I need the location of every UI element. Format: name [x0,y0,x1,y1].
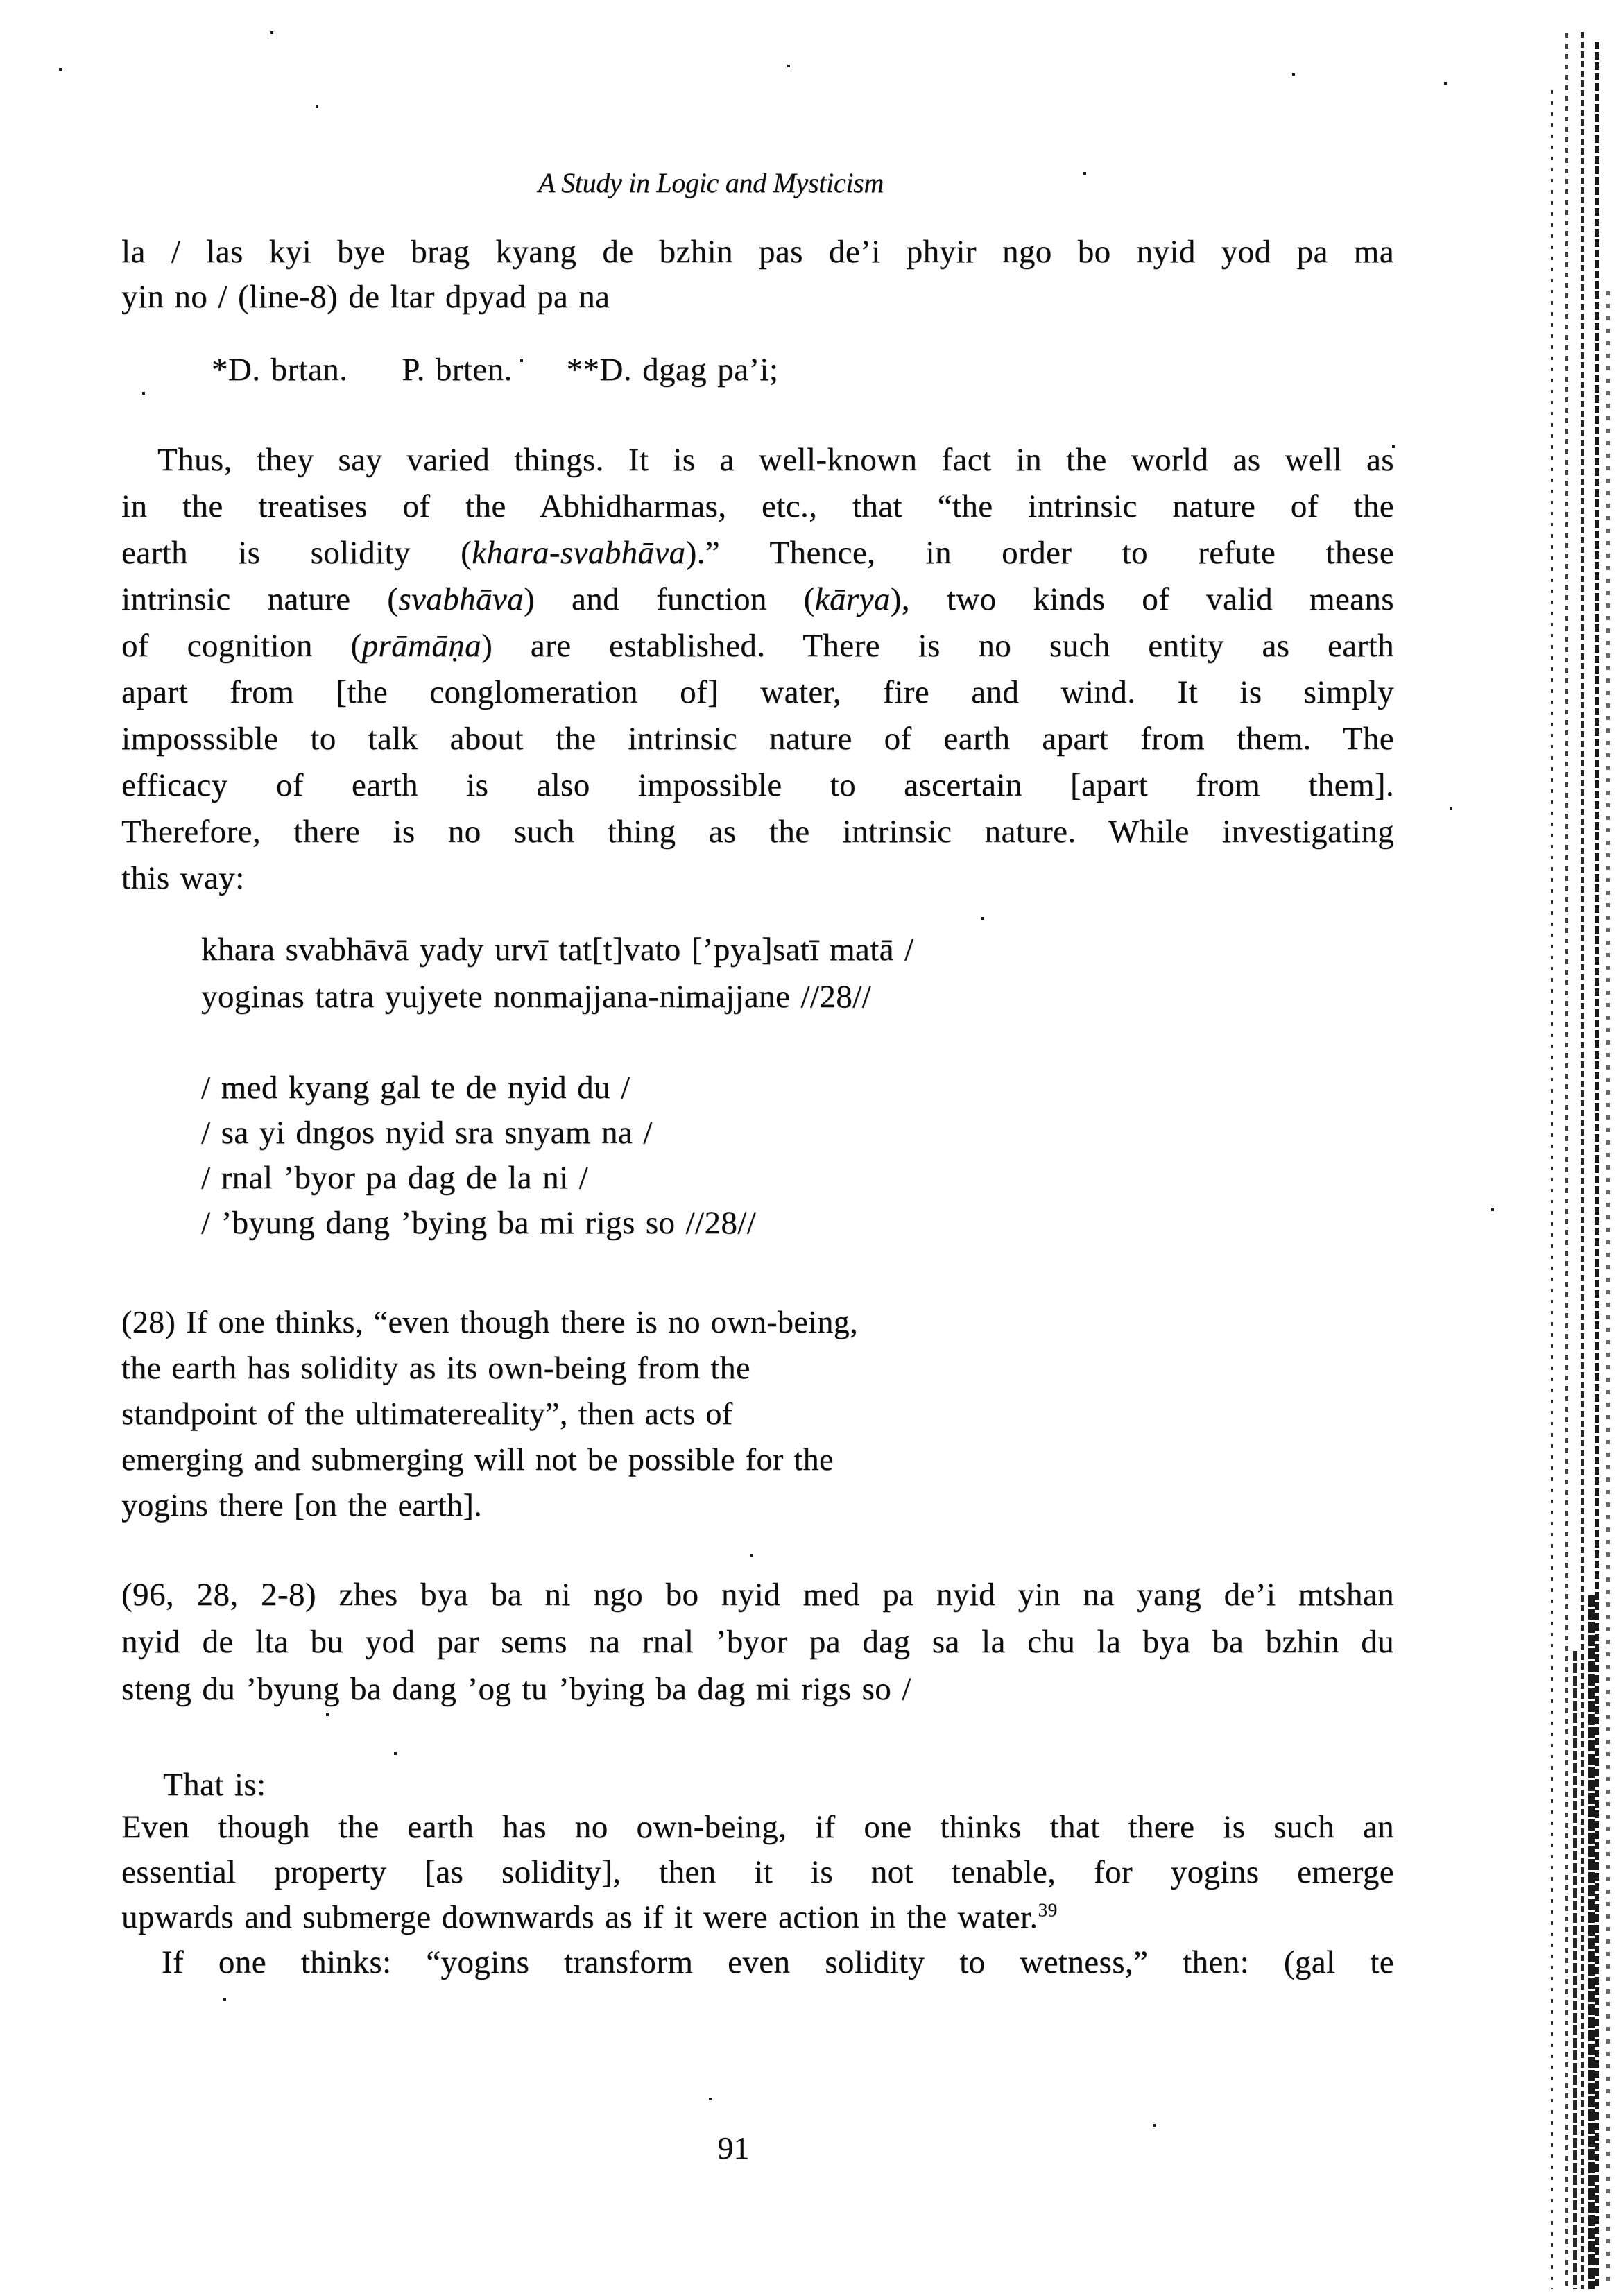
commentary-paragraph: Thus, they say varied things. It is a well-known fact in the world as well as in the treatises of the Abhidharmas, etc., that “the intrinsic nature of the earth is solidity (khara-svabhāva).” Thence, in order to refute these intrinsic nature (svabhāva) and function (kārya), two kinds of valid means of cognition (prāmāṇa) are established. There is no such entity as earth apart from [the conglomeration of] water, fire and wind. It is simply imposssible to talk about the intrinsic nature of earth apart from them. The efficacy of earth is also impossible to ascertain [apart from them]. Therefore, there is no such thing as the intrinsic nature. While investigating this way: [121,442,1394,896]
scanner-noise-specks [59,68,62,71]
closing-paragraph: Even though the earth has no own-being, if one thinks that there is such an essential property [as solidity], then it is not tenable, for yogins emerge upwards and submerge downwards as if it were action in the water.$^{39}$ If one thinks: “yogins transform even solidity to wetness,” then: (gal te [121,1809,1394,1980]
page-number: 91 [717,2130,750,2166]
variant-reading-note [212,347,1391,393]
tibetan-intro-paragraph: la / las kyi bye brag kyang de bzhin pas de’i phyir ngo bo nyid yod pa ma yin no / (line-8) de ltar dpyad pa na [121,234,1394,315]
variant-reading-1: *D. brtan. [212,352,348,388]
binding-scan-artifact [1573,1651,1577,2289]
binding-scan-artifact [1581,32,1584,2289]
verse-28-translation: (28) If one thinks, “even though there is no own-being, the earth has solidity as its own-being from the standpoint of the ultimatereality”, then acts of emerging and submerging will not be possible for the yogins there [on the earth]. [121,1304,859,1523]
tibetan-verse-28: / med kyang gal te de nyid du / / sa yi dngos nyid sra snyam na / / rnal ’byor pa dag de la ni / / ’byung dang ’bying ba mi rigs so //28// [201,1070,757,1241]
running-header: A Study in Logic and Mysticism [538,167,884,198]
tibetan-commentary-paragraph: (96, 28, 2-8) zhes bya ba ni ngo bo nyid med pa nyid yin na yang de’i mtshan nyid de lta bu yod par sems na rnal ’byor pa dag sa la chu la bya ba bzhin du steng du ’byung ba dang ’og tu ’bying ba dag mi rigs so / [121,1577,1394,1707]
sanskrit-verse-28: khara svabhāvā yady urvī tat[t]vato [’pya]satī matā / yoginas tatra yujyete nonmajjana-nimajjane //28// [201,932,914,1015]
binding-scan-artifact [1565,33,1568,2289]
binding-scan-artifact [1551,90,1553,2289]
variant-reading-3: **D. dgag pa’i; [566,352,779,388]
variant-reading-2: P. brten. [402,352,513,388]
binding-scan-artifact [1606,291,1610,2289]
binding-scan-artifact [1588,1595,1595,2289]
binding-scan-artifact [1595,42,1599,2289]
that-is-label: That is: [163,1767,266,1803]
